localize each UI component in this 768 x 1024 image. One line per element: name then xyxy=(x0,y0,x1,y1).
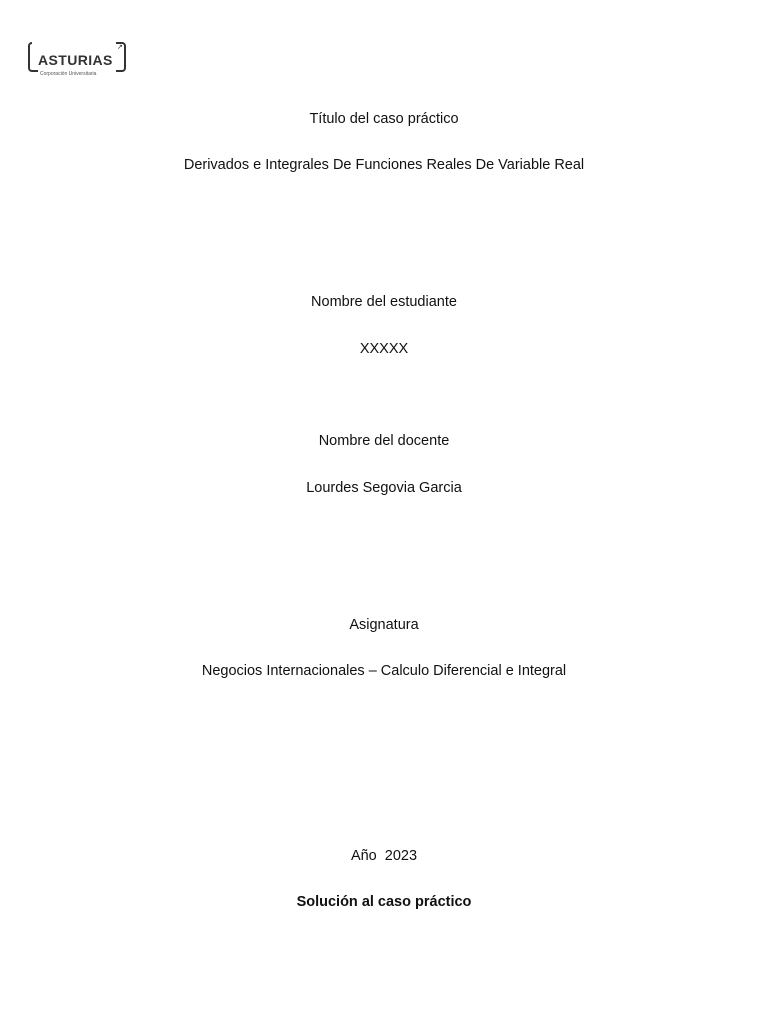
asturias-logo xyxy=(28,42,130,90)
student-label: Nombre del estudiante xyxy=(311,294,457,310)
subject-value: Negocios Internacionales – Calculo Diferencial e Integral xyxy=(201,663,567,679)
teacher-value: Lourdes Segovia Garcia xyxy=(306,480,462,496)
subject-label: Asignatura xyxy=(349,617,419,633)
title-label: Título del caso práctico xyxy=(309,111,459,127)
teacher-label: Nombre del docente xyxy=(318,433,450,449)
student-value: XXXXX xyxy=(359,341,409,357)
year-text: Año 2023 xyxy=(350,848,418,864)
logo-wordmark: ASTURIAS xyxy=(38,52,113,68)
solution-heading: Solución al caso práctico xyxy=(296,894,472,910)
logo-frame-gap-top xyxy=(32,40,116,44)
arrow-icon: ↗ xyxy=(117,44,123,51)
title-value: Derivados e Integrales De Funciones Reales De Variable Real xyxy=(183,157,585,173)
logo-subtitle: Corporación Universitaria xyxy=(40,71,97,77)
